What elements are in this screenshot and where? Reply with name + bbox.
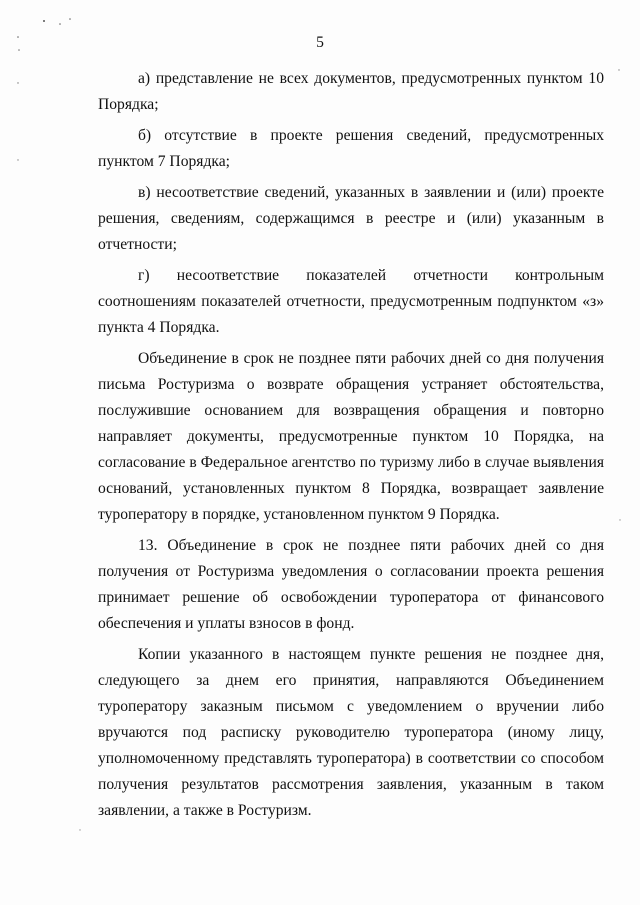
paragraph-item-v: в) несоответствие сведений, указанных в заявлении и (или) проекте решения, сведениям, содержащимся в реестре и (или) указанным в отчетности; [98, 184, 604, 253]
paragraph-copies-decision: Копии указанного в настоящем пункте решения не позднее дня, следующего за днем его принятия, направляются Объединением туроператору заказным письмом с уведомлением о вручении либо вручаются под расписку руководителю туроператора (иному лицу, уполномоченному представлять туроператора) в соответствии со способом получения результатов рассмотрения заявления, указанным в таком заявлении, а также в Ростуризм. [98, 646, 604, 819]
paragraph-item-a: а) представление не всех документов, предусмотренных пунктом 10 Порядка; [98, 70, 604, 113]
paragraph-section-13: 13. Объединение в срок не позднее пяти рабочих дней со дня получения от Ростуризма уведомления о согласовании проекта решения принимает решение об освобождении туроператора от финансового обеспечения и уплаты взносов в фонд. [98, 537, 604, 632]
paragraph-association-return: Объединение в срок не позднее пяти рабочих дней со дня получения письма Ростуризма о возврате обращения устраняет обстоятельства, послужившие основанием для возвращения обращения и повторно направляет документы, предусмотренные пунктом 10 Порядка, на согласование в Федеральное агентство по туризму либо в случае выявления оснований, установленных пунктом 8 Порядка, возвращает заявление туроператору в порядке, установленном пунктом 9 Порядка. [98, 350, 604, 523]
paragraph-item-g: г) несоответствие показателей отчетности контрольным соотношениям показателей отчетности, предусмотренным подпунктом «з» пункта 4 Порядка. [98, 267, 604, 336]
page-number: 5 [316, 34, 324, 51]
paragraph-item-b: б) отсутствие в проекте решения сведений, предусмотренных пунктом 7 Порядка; [98, 127, 604, 170]
document-body [98, 66, 604, 824]
